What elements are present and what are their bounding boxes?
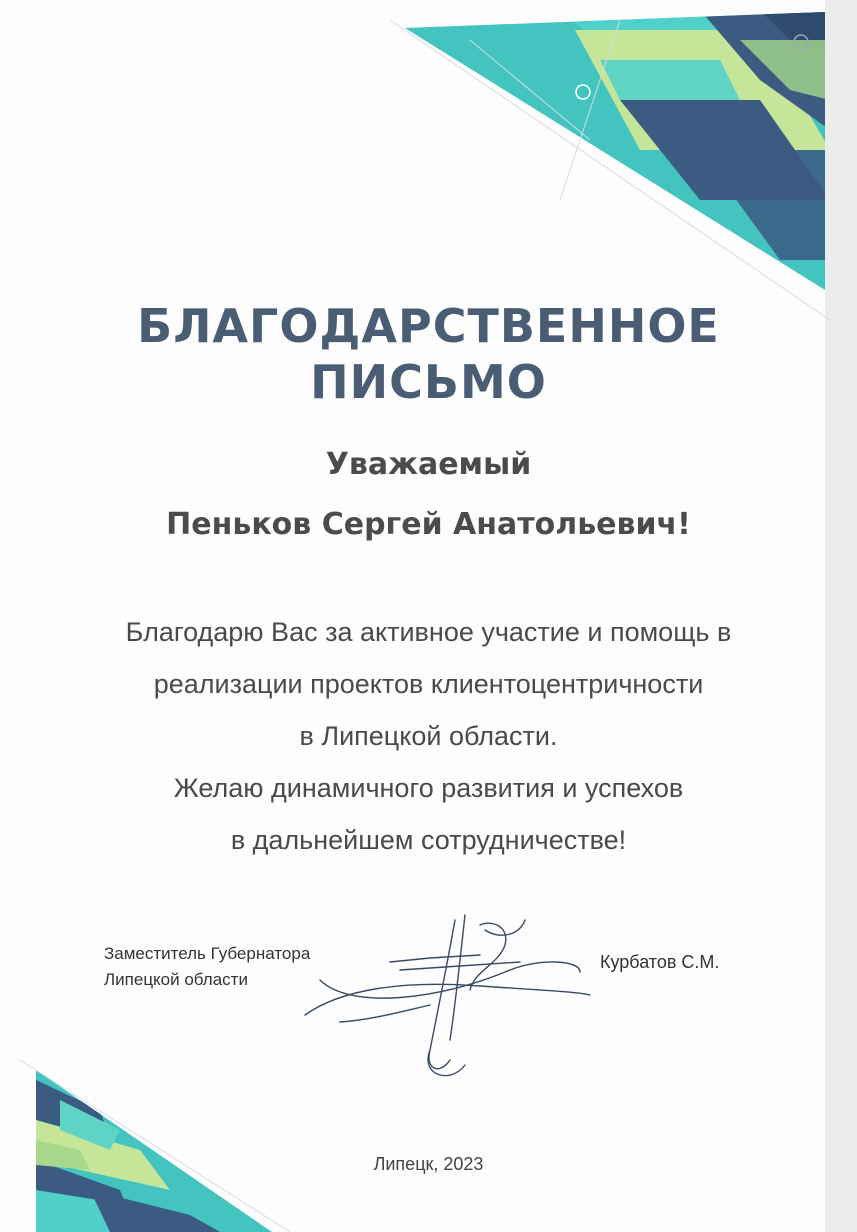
body-line: в дальнейшем сотрудничестве! (230, 825, 627, 855)
position-line-2: Липецкой области (104, 970, 248, 989)
bottom-decoration (0, 1040, 320, 1232)
body-line: реализации проектов клиентоцентричности (153, 669, 704, 699)
position-line-1: Заместитель Губернатора (104, 944, 311, 963)
letter-title (0, 298, 857, 410)
signer-name: Курбатов С.М. (600, 952, 720, 972)
handwritten-signature (280, 900, 600, 1090)
salutation: Уважаемый (325, 447, 532, 482)
body-line: Благодарю Вас за активное участие и помощь в (125, 617, 732, 647)
top-decoration (0, 0, 857, 340)
recipient-name: Пеньков Сергей Анатольевич! (166, 507, 691, 542)
title-line-1: БЛАГОДАРСТВЕННОЕ (137, 299, 720, 353)
body-line: Желаю динамичного развития и успехов (173, 773, 684, 803)
body-line: в Липецкой области. (299, 721, 558, 751)
title-line-2: ПИСЬМО (310, 355, 547, 409)
place-and-year: Липецк, 2023 (373, 1154, 484, 1174)
letter-body (0, 606, 857, 866)
